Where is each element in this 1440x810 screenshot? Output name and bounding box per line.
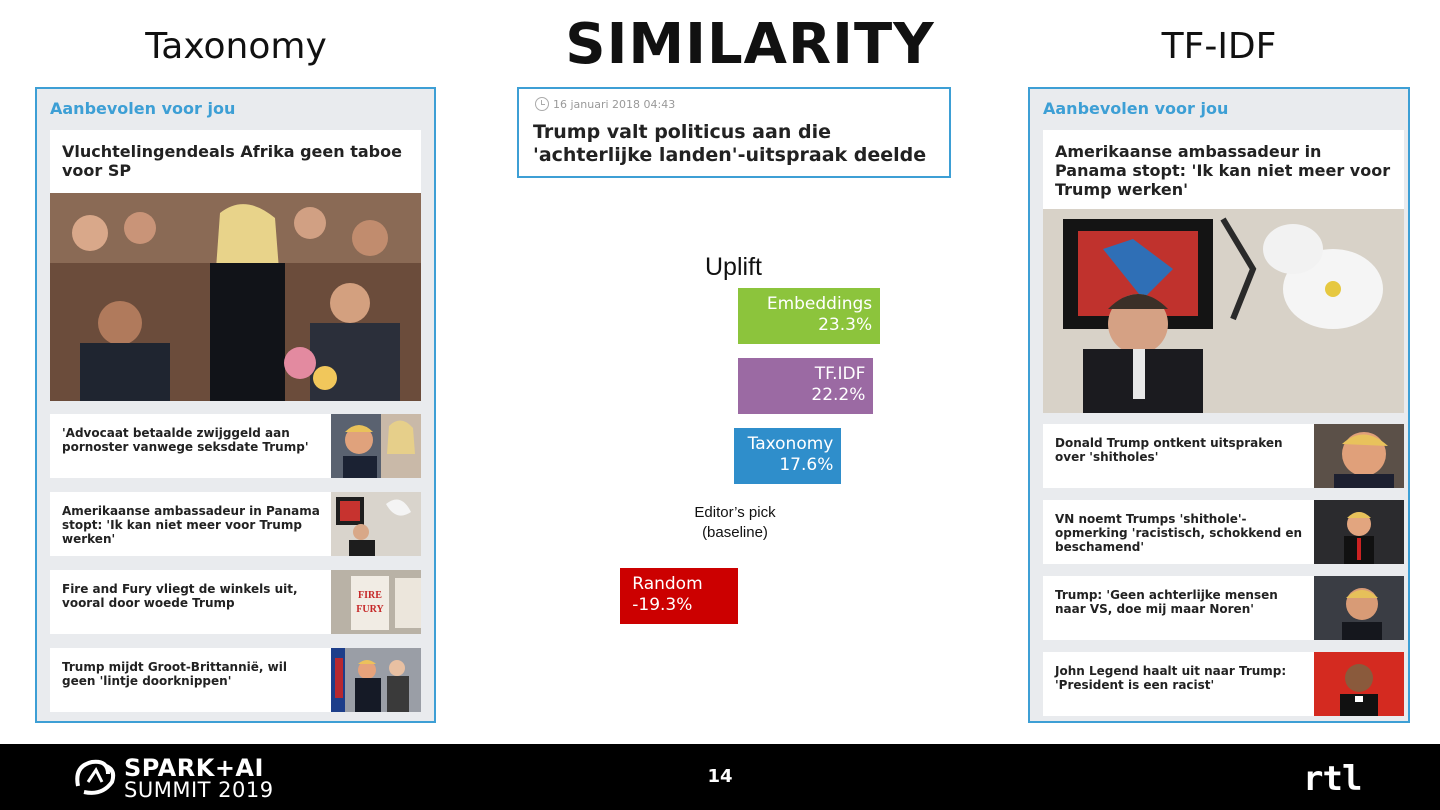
hero-photo-ambassador	[1043, 209, 1404, 413]
logo-text-line2: SUMMIT 2019	[124, 778, 274, 802]
bar-category-label: Embeddings	[766, 294, 873, 314]
taxonomy-heading: Taxonomy	[145, 26, 327, 67]
clock-icon	[535, 97, 549, 111]
bar-random	[620, 568, 738, 624]
bar-tf-idf	[738, 358, 873, 414]
thumbnail-ambassador	[331, 492, 421, 556]
thumbnail-trump	[1314, 500, 1404, 564]
tfidf-recommendation-panel	[1028, 87, 1410, 723]
spark-ai-logo-icon	[72, 756, 118, 798]
bar-value-label: 22.2%	[811, 385, 866, 405]
list-item[interactable]: Donald Trump ontkent uitspraken over 'shitholes'	[1043, 424, 1404, 488]
tfidf-heading: TF-IDF	[1161, 26, 1277, 67]
source-article-card[interactable]	[517, 87, 951, 178]
hero-article[interactable]	[50, 130, 421, 401]
hero-photo-parliament	[50, 193, 421, 401]
list-item[interactable]: Trump mijdt Groot-Brittannië, wil geen 'lintje doorknippen'	[50, 648, 421, 712]
list-item[interactable]: Fire and Fury vliegt de winkels uit, vooral door woede Trump FIRE FURY	[50, 570, 421, 634]
logo-text-line1: SPARK+AI	[124, 754, 264, 782]
bar-embeddings	[738, 288, 880, 344]
bar-category-label: Random	[632, 574, 703, 594]
thumbnail-trump	[1314, 424, 1404, 488]
thumbnail-john-legend	[1314, 652, 1404, 716]
list-item[interactable]: Trump: 'Geen achterlijke mensen naar VS, doe mij maar Noren'	[1043, 576, 1404, 640]
article-timestamp: 16 januari 2018 04:43	[553, 98, 676, 111]
list-item[interactable]: VN noemt Trumps 'shithole'-opmerking 'racistisch, schokkend en beschamend'	[1043, 500, 1404, 564]
slide-footer	[0, 744, 1440, 810]
thumbnail-trump-may	[331, 648, 421, 712]
panel-header: Aanbevolen voor jou	[50, 99, 236, 118]
list-item[interactable]: John Legend haalt uit naar Trump: 'President is een racist'	[1043, 652, 1404, 716]
chart-title: Uplift	[705, 253, 762, 281]
page-number: 14	[707, 766, 733, 787]
baseline-label: Editor’s pick (baseline)	[694, 504, 776, 541]
hero-article-title: Vluchtelingendeals Afrika geen taboe voor SP	[62, 142, 402, 180]
bar-taxonomy	[734, 428, 841, 484]
svg-text:FIRE: FIRE	[358, 590, 382, 601]
thumbnail-book	[331, 570, 421, 634]
bar-value-label: 17.6%	[779, 455, 834, 475]
hero-article-title: Amerikaanse ambassadeur in Panama stopt: 'Ik kan niet meer voor Trump werken'	[1055, 142, 1391, 199]
list-item[interactable]: 'Advocaat betaalde zwijggeld aan pornoster vanwege seksdate Trump'	[50, 414, 421, 478]
hero-article[interactable]	[1043, 130, 1404, 413]
bar-category-label: Taxonomy	[747, 434, 834, 454]
bar-value-label: -19.3%	[632, 595, 693, 615]
bar-value-label: 23.3%	[818, 315, 873, 335]
slide-title: SIMILARITY	[565, 12, 935, 77]
thumbnail-trump	[331, 414, 421, 478]
article-title: Trump valt politicus aan die 'achterlijke landen'-uitspraak deelde	[533, 121, 927, 166]
svg-text:FURY: FURY	[356, 604, 384, 615]
bar-category-label: TF.IDF	[814, 364, 866, 384]
panel-header: Aanbevolen voor jou	[1043, 99, 1229, 118]
thumbnail-trump	[1314, 576, 1404, 640]
list-item[interactable]: Amerikaanse ambassadeur in Panama stopt: 'Ik kan niet meer voor Trump werken'	[50, 492, 421, 556]
taxonomy-recommendation-panel	[35, 87, 436, 723]
rtl-logo: rtl	[1303, 759, 1362, 799]
